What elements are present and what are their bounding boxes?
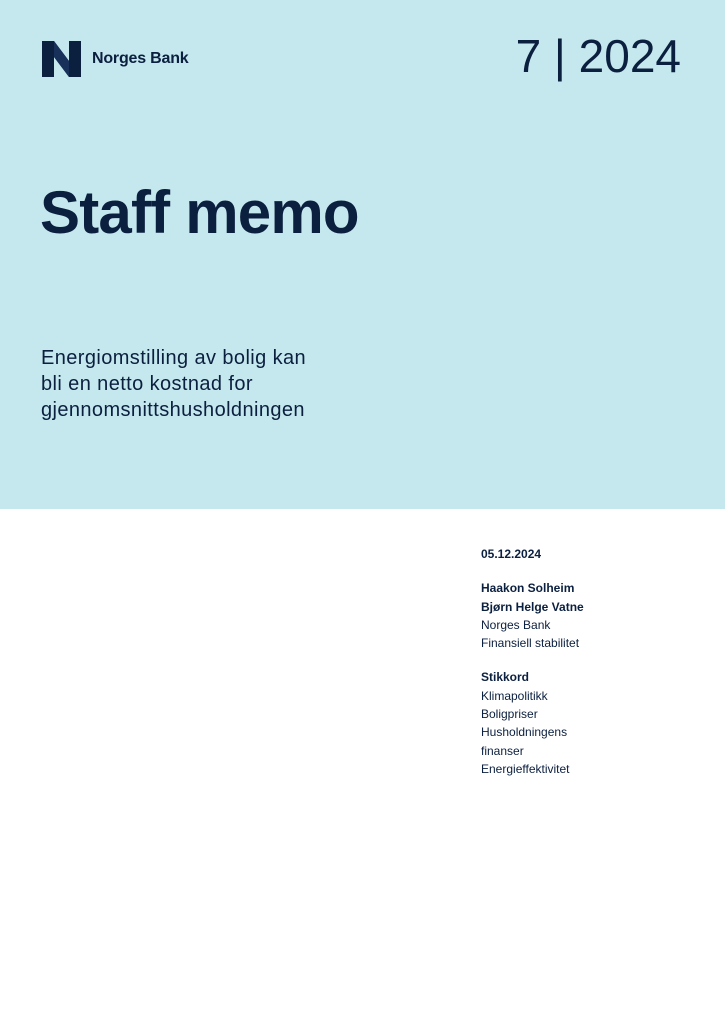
memo-subtitle	[41, 345, 361, 423]
keyword-item: Boligpriser	[481, 707, 538, 722]
keyword-item: Energieffektivitet	[481, 761, 570, 776]
subtitle-line: gjennomsnittshusholdningen	[41, 399, 305, 421]
publication-date: 05.12.2024	[481, 547, 542, 561]
keyword-item: finanser	[481, 743, 524, 758]
spacer	[481, 652, 701, 668]
author-name: Bjørn Helge Vatne	[481, 599, 584, 614]
spacer	[481, 563, 701, 579]
logo-text: Norges Bank	[92, 50, 189, 67]
issue-number: 7 | 2024	[515, 30, 681, 82]
department-name: Finansiell stabilitet	[481, 636, 580, 651]
norges-bank-n-icon	[42, 41, 81, 77]
subtitle-line: Energiomstilling av bolig kan	[41, 347, 307, 369]
memo-metadata	[481, 545, 701, 778]
keywords-heading: Stikkord	[481, 670, 530, 685]
cover-banner	[0, 0, 725, 509]
keyword-item: Husholdningens	[481, 725, 568, 740]
subtitle-line: bli en netto kostnad for	[41, 373, 253, 395]
page-title: Staff memo	[40, 179, 359, 246]
organization-name: Norges Bank	[481, 617, 551, 632]
author-name: Haakon Solheim	[481, 581, 575, 596]
norges-bank-logo	[42, 41, 189, 77]
keyword-item: Klimapolitikk	[481, 688, 548, 703]
